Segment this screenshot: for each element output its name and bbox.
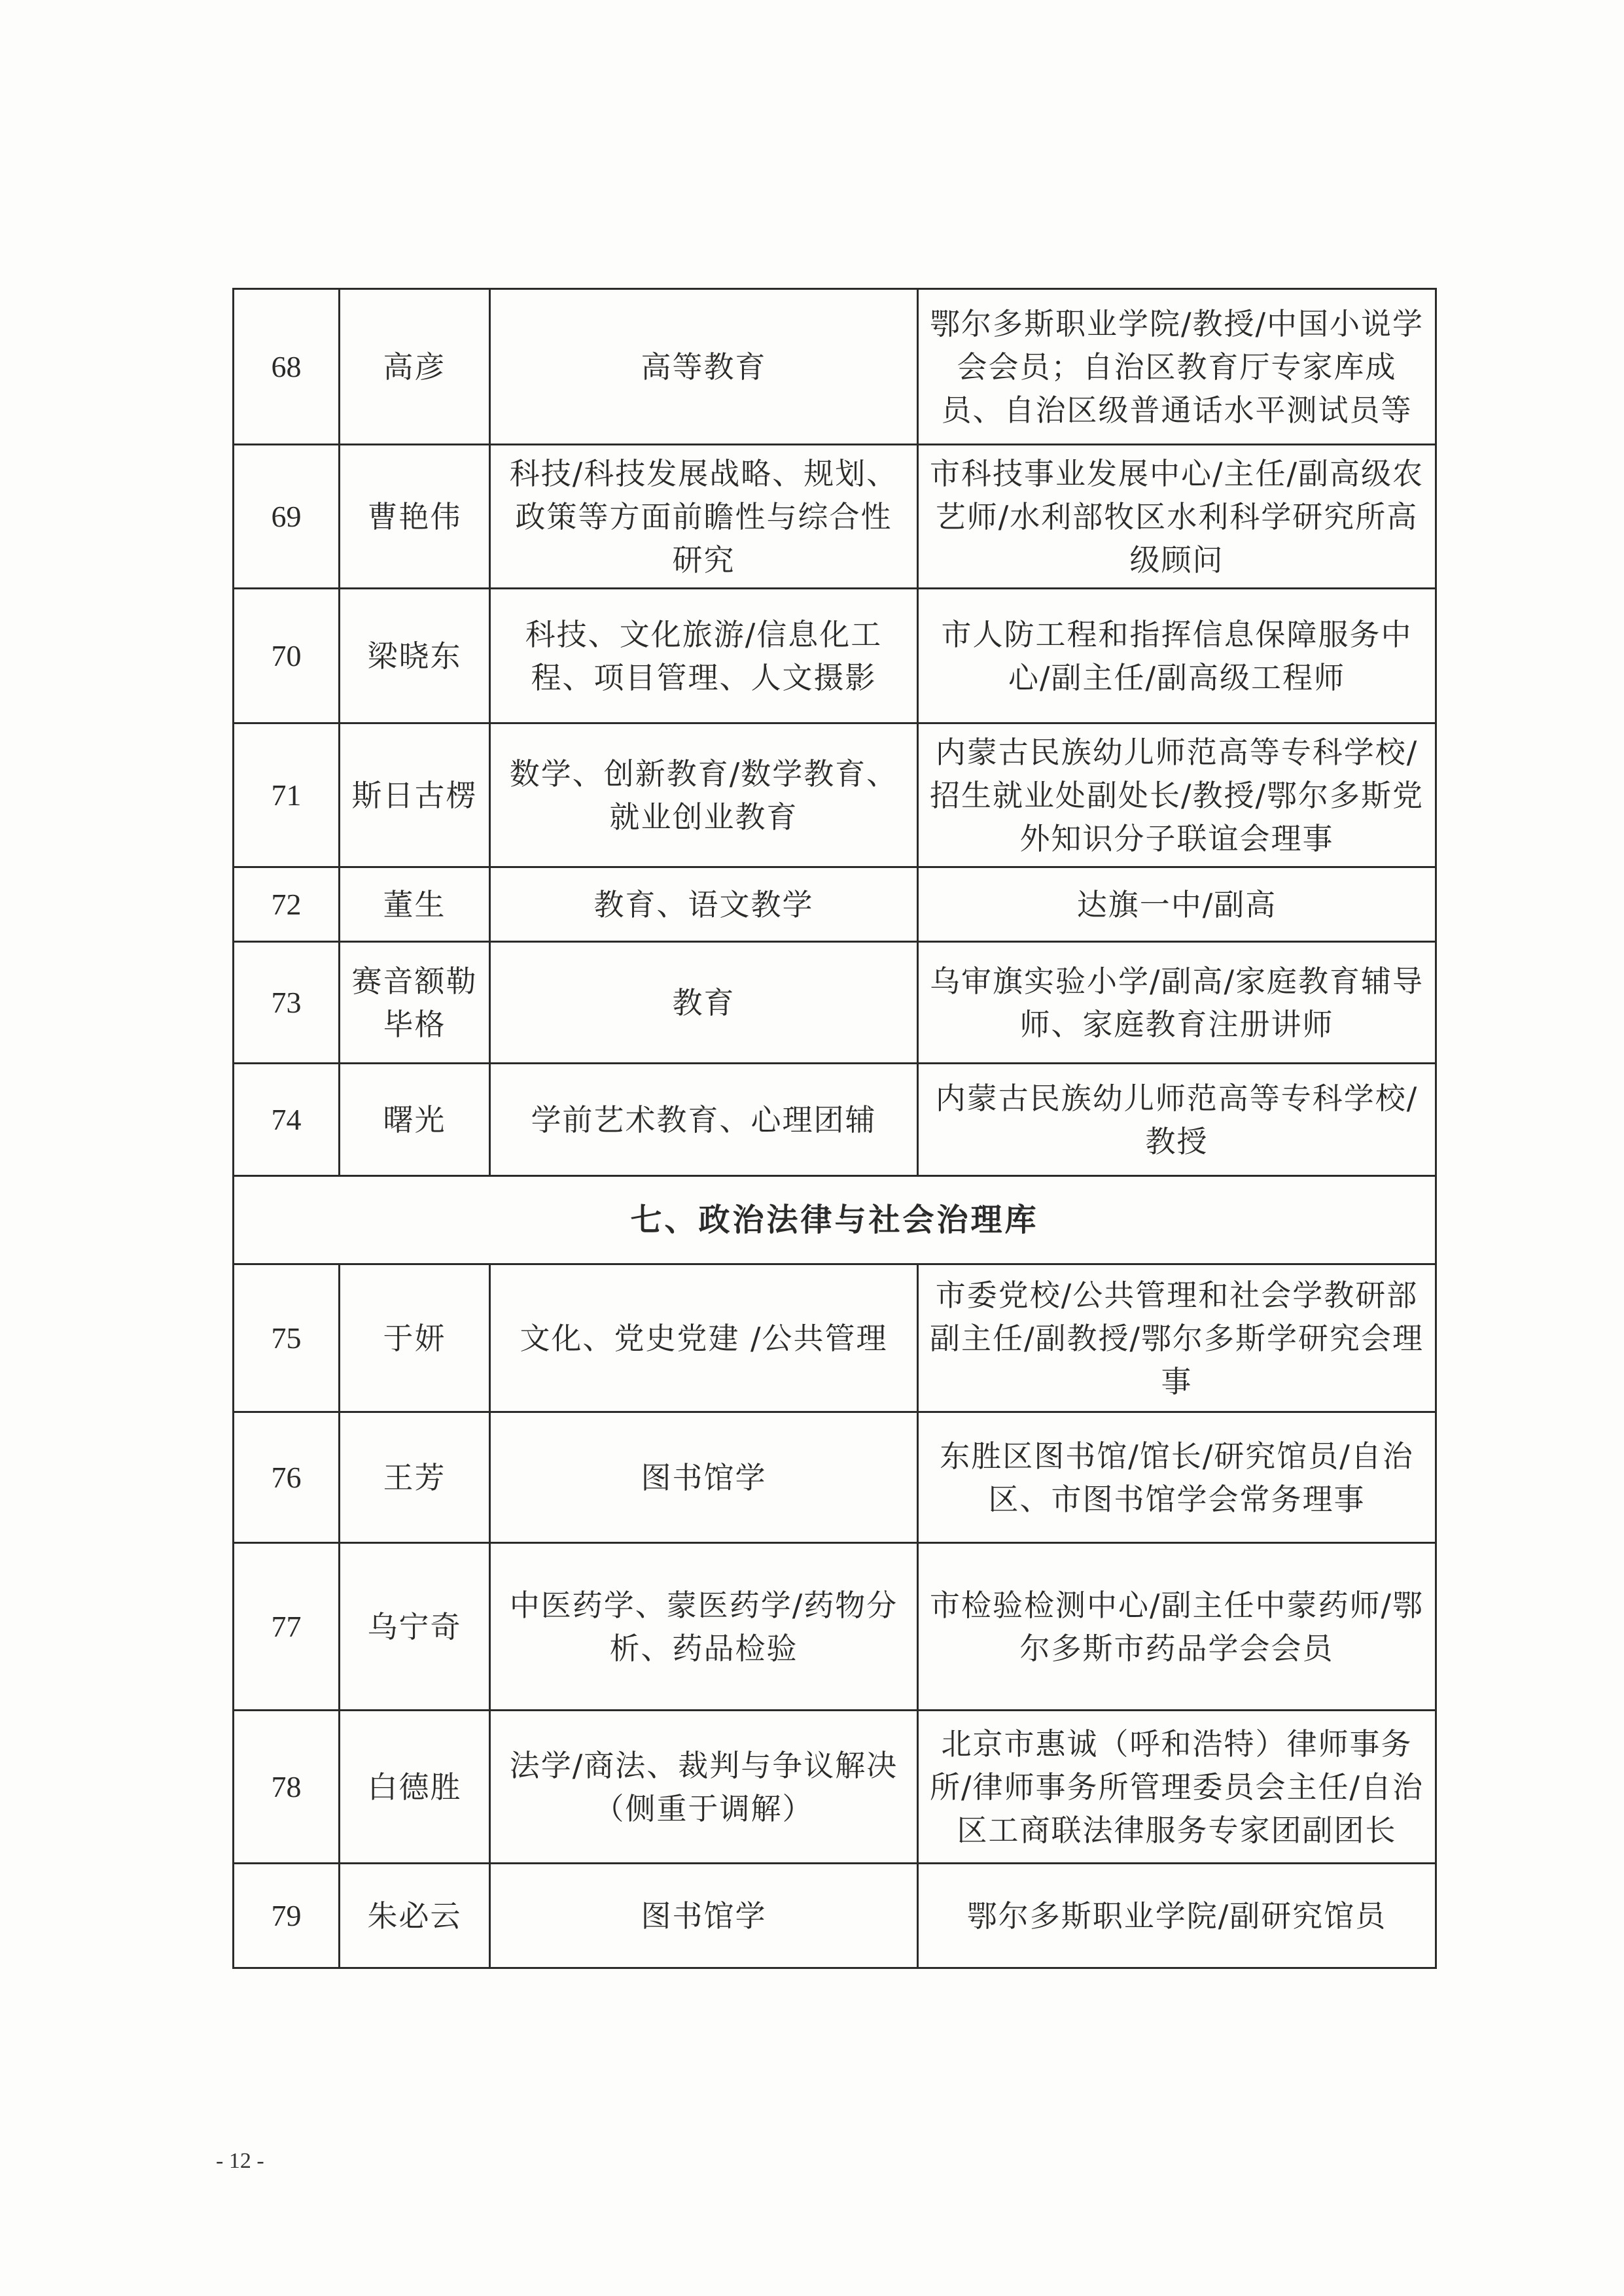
organization-cell: 北京市惠诚（呼和浩特）律师事务所/律师事务所管理委员会主任/自治区工商联法律服务专家团副团长	[918, 1711, 1436, 1864]
field-cell: 高等教育	[490, 289, 918, 445]
table-row	[234, 1264, 1436, 1412]
page-number: - 12 -	[216, 2149, 264, 2173]
name-cell: 曹艳伟	[340, 445, 490, 589]
field-cell: 科技/科技发展战略、规划、政策等方面前瞻性与综合性研究	[490, 445, 918, 589]
name-cell: 白德胜	[340, 1711, 490, 1864]
organization-cell: 市委党校/公共管理和社会学教研部副主任/副教授/鄂尔多斯学研究会理事	[918, 1264, 1436, 1412]
field-cell: 图书馆学	[490, 1412, 918, 1543]
table-row	[234, 1064, 1436, 1176]
row-number-cell: 77	[234, 1543, 340, 1711]
row-number-cell: 71	[234, 723, 340, 867]
section-title: 七、政治法律与社会治理库	[234, 1176, 1436, 1264]
table-row	[234, 867, 1436, 942]
table-row	[234, 1543, 1436, 1711]
field-cell: 学前艺术教育、心理团辅	[490, 1064, 918, 1176]
field-cell: 文化、党史党建 /公共管理	[490, 1264, 918, 1412]
organization-cell: 达旗一中/副高	[918, 867, 1436, 942]
name-cell: 曙光	[340, 1064, 490, 1176]
name-cell: 朱必云	[340, 1864, 490, 1968]
section-row	[234, 1176, 1436, 1264]
field-cell: 法学/商法、裁判与争议解决（侧重于调解）	[490, 1711, 918, 1864]
organization-cell: 鄂尔多斯职业学院/副研究馆员	[918, 1864, 1436, 1968]
name-cell: 梁晓东	[340, 589, 490, 723]
field-cell: 中医药学、蒙医药学/药物分析、药品检验	[490, 1543, 918, 1711]
organization-cell: 市科技事业发展中心/主任/副高级农艺师/水利部牧区水利科学研究所高级顾问	[918, 445, 1436, 589]
table-row	[234, 289, 1436, 445]
name-cell: 王芳	[340, 1412, 490, 1543]
organization-cell: 市人防工程和指挥信息保障服务中心/副主任/副高级工程师	[918, 589, 1436, 723]
table-row	[234, 942, 1436, 1064]
field-cell: 教育、语文教学	[490, 867, 918, 942]
organization-cell: 市检验检测中心/副主任中蒙药师/鄂尔多斯市药品学会会员	[918, 1543, 1436, 1711]
organization-cell: 内蒙古民族幼儿师范高等专科学校/招生就业处副处长/教授/鄂尔多斯党外知识分子联谊会理事	[918, 723, 1436, 867]
expert-table-body	[234, 289, 1436, 1968]
row-number-cell: 72	[234, 867, 340, 942]
name-cell: 于妍	[340, 1264, 490, 1412]
row-number-cell: 75	[234, 1264, 340, 1412]
row-number-cell: 78	[234, 1711, 340, 1864]
row-number-cell: 74	[234, 1064, 340, 1176]
organization-cell: 东胜区图书馆/馆长/研究馆员/自治区、市图书馆学会常务理事	[918, 1412, 1436, 1543]
table-row	[234, 589, 1436, 723]
organization-cell: 乌审旗实验小学/副高/家庭教育辅导师、家庭教育注册讲师	[918, 942, 1436, 1064]
name-cell: 赛音额勒毕格	[340, 942, 490, 1064]
field-cell: 数学、创新教育/数学教育、就业创业教育	[490, 723, 918, 867]
row-number-cell: 68	[234, 289, 340, 445]
row-number-cell: 76	[234, 1412, 340, 1543]
name-cell: 高彦	[340, 289, 490, 445]
table-row	[234, 723, 1436, 867]
name-cell: 乌宁奇	[340, 1543, 490, 1711]
name-cell: 董生	[340, 867, 490, 942]
field-cell: 图书馆学	[490, 1864, 918, 1968]
row-number-cell: 69	[234, 445, 340, 589]
field-cell: 教育	[490, 942, 918, 1064]
row-number-cell: 79	[234, 1864, 340, 1968]
expert-table	[232, 288, 1437, 1969]
organization-cell: 内蒙古民族幼儿师范高等专科学校/教授	[918, 1064, 1436, 1176]
organization-cell: 鄂尔多斯职业学院/教授/中国小说学会会员；自治区教育厅专家库成员、自治区级普通话水平测试员等	[918, 289, 1436, 445]
name-cell: 斯日古楞	[340, 723, 490, 867]
row-number-cell: 70	[234, 589, 340, 723]
field-cell: 科技、文化旅游/信息化工程、项目管理、人文摄影	[490, 589, 918, 723]
table-row	[234, 445, 1436, 589]
table-row	[234, 1412, 1436, 1543]
table-row	[234, 1864, 1436, 1968]
table-row	[234, 1711, 1436, 1864]
row-number-cell: 73	[234, 942, 340, 1064]
